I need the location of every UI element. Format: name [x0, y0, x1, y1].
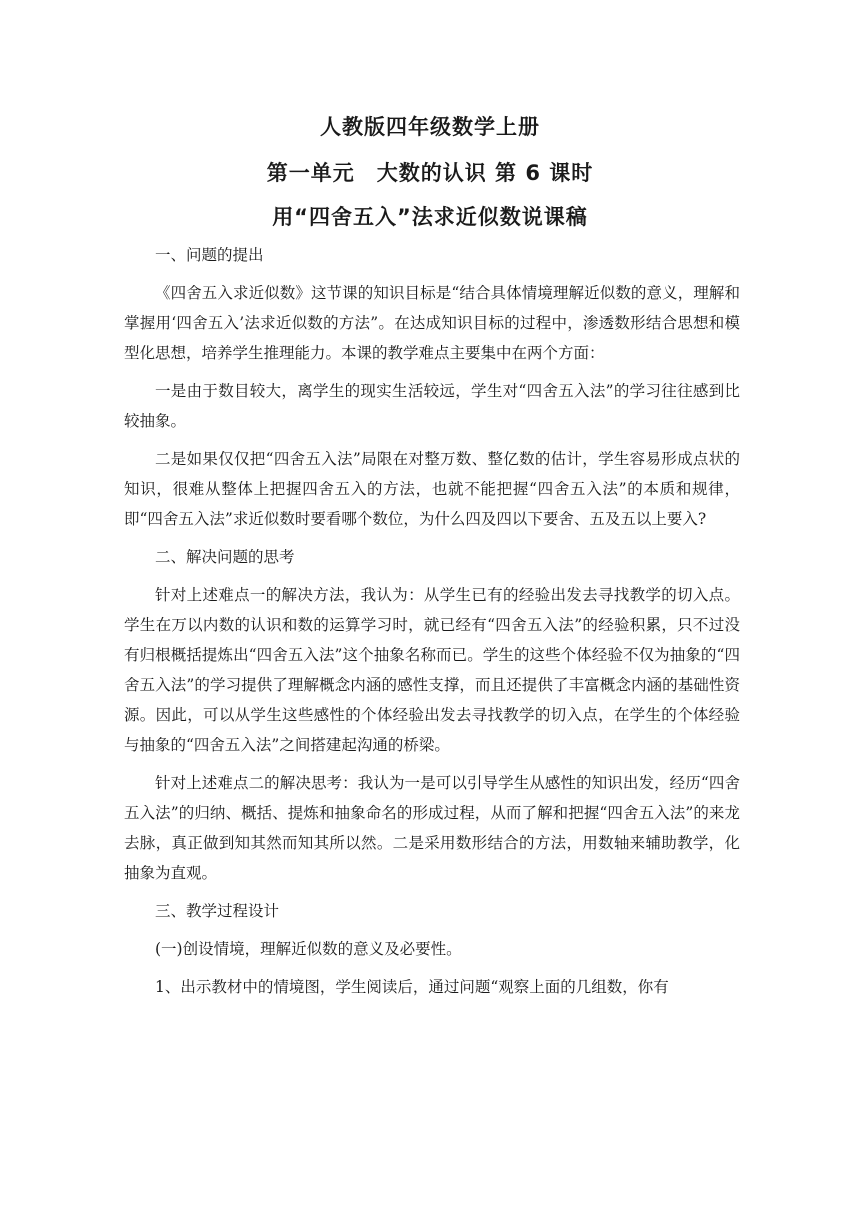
document-title-grade: 人教版四年级数学上册 [320, 115, 540, 139]
section-heading-thinking: 二、解决问题的思考 [155, 548, 295, 566]
paragraph-step-one: 1、出示教材中的情境图，学生阅读后，通过问题“观察上面的几组数，你有 [155, 978, 669, 996]
document-title-lesson: 用“四舍五入”法求近似数说课稿 [272, 205, 588, 229]
paragraph-solution-two: 针对上述难点二的解决思考：我认为一是可以引导学生从感性的知识出发，经历“四舍五入法”的归纳、概括、提炼和抽象命名的形成过程，从而了解和把握“四舍五入法”的来龙去脉，真正做到知其然而知其所以然。二是采用数形结合的方法，用数轴来辅助教学，化抽象为直观。 [124, 774, 740, 882]
paragraph-learning-goal: 《四舍五入求近似数》这节课的知识目标是“结合具体情境理解近似数的意义，理解和掌握用‘四舍五入’法求近似数的方法”。在达成知识目标的过程中，渗透数形结合思想和模型化思想，培养学生推理能力。本课的教学难点主要集中在两个方面： [124, 284, 740, 362]
document-body [124, 240, 740, 1002]
section-heading-process: 三、教学过程设计 [155, 902, 280, 920]
paragraph-solution-one: 针对上述难点一的解决方法，我认为：从学生已有的经验出发去寻找教学的切入点。学生在万以内数的认识和数的运算学习时，就已经有“四舍五入法”的经验积累，只不过没有归根概括提炼出“四舍五入法”这个抽象名称而已。学生的这些个体经验不仅为抽象的“四舍五入法”的学习提供了理解概念内涵的感性支撑，而且还提供了丰富概念内涵的基础性资源。因此，可以从学生这些感性的个体经验出发去寻找教学的切入点，在学生的个体经验与抽象的“四舍五入法”之间搭建起沟通的桥梁。 [124, 586, 740, 754]
paragraph-difficulty-one: 一是由于数目较大，离学生的现实生活较远，学生对“四舍五入法”的学习往往感到比较抽象。 [124, 382, 740, 430]
paragraph-difficulty-two: 二是如果仅仅把“四舍五入法”局限在对整万数、整亿数的估计，学生容易形成点状的知识，很难从整体上把握四舍五入的方法，也就不能把握“四舍五入法”的本质和规律，即“四舍五入法”求近似数时要看哪个数位，为什么四及四以下要舍、五及五以上要入? [124, 450, 740, 528]
document-title-unit: 第一单元 大数的认识 第 6 课时 [266, 161, 594, 185]
section-heading-problem: 一、问题的提出 [155, 246, 264, 264]
subsection-heading-context: (一)创设情境，理解近似数的意义及必要性。 [155, 940, 462, 958]
